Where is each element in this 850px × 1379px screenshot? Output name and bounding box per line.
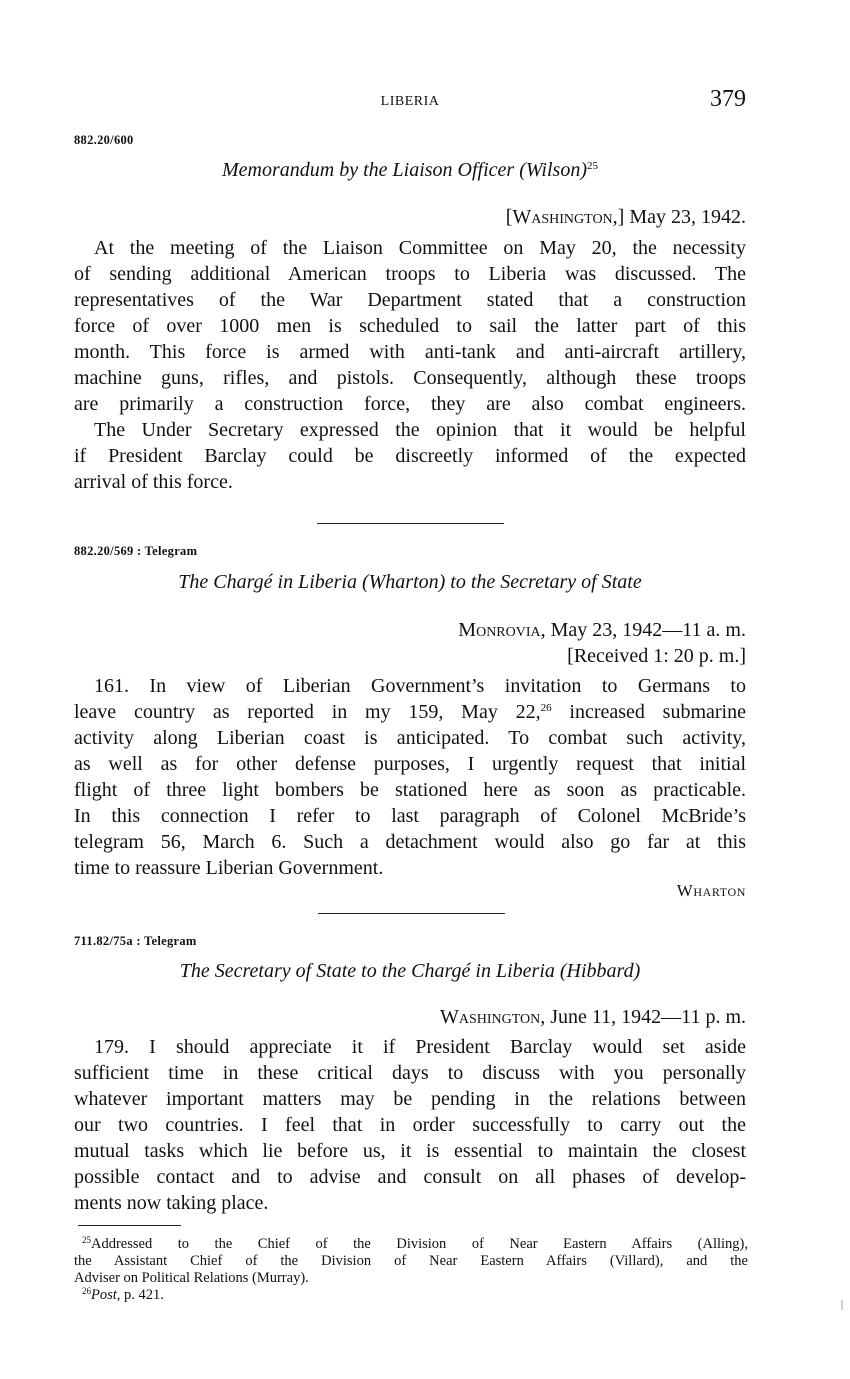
text-line: machine guns, rifles, and pistols. Consequently, although these troops (74, 367, 746, 389)
footnote-ref-26: 26 (540, 702, 552, 714)
document-title-1 (74, 159, 746, 182)
doc2-paragraph (74, 673, 746, 881)
text-line: telegram 56, March 6. Such a detachment would also go far at this (74, 831, 746, 853)
file-reference-2: 882.20/569 : Telegram (74, 544, 198, 558)
footnote-26-line (74, 1287, 748, 1304)
dateline-3-place: Washington, (439, 1006, 546, 1028)
text-line: arrival of this force. (74, 471, 233, 493)
text-line: force of over 1000 men is scheduled to sail the latter part of this (74, 315, 746, 337)
file-reference-1: 882.20/600 (74, 133, 134, 147)
document-title-2: The Chargé in Liberia (Wharton) to the Secretary of State (178, 571, 642, 593)
footnote-25-line: Adviser on Political Relations (Murray). (74, 1270, 309, 1286)
text-segment: increased submarine (551, 701, 746, 723)
signature-wharton: Wharton (676, 881, 746, 900)
dateline-1-date: May 23, 1942. (629, 206, 746, 228)
footnote-25-line: the Assistant Chief of the Division of Near Eastern Affairs (Villard), and the (74, 1253, 748, 1269)
text-line: if President Barclay could be discreetly informed of the expected (74, 445, 746, 467)
text-line: flight of three light bombers be stationed here as soon as practicable. (74, 779, 746, 801)
text-line: In this connection I refer to last paragraph of Colonel McBride’s (74, 805, 746, 827)
section-divider-1 (317, 523, 504, 524)
text-line: time to reassure Liberian Government. (74, 857, 384, 879)
scan-mark (841, 1300, 843, 1310)
received-note: [Received 1: 20 p. m.] (567, 645, 746, 667)
footnote-25-marker: 25 (82, 1235, 91, 1245)
footnotes (74, 1236, 748, 1304)
running-head (74, 86, 746, 116)
text-line: representatives of the War Department stated that a construction (74, 289, 746, 311)
text-line: are primarily a construction force, they are also combat engineers. (74, 393, 746, 415)
text-line: as well as for other defense purposes, I urgently request that initial (74, 753, 746, 775)
text-line: At the meeting of the Liaison Committee on May 20, the necessity (94, 237, 746, 259)
page-number: 379 (710, 86, 746, 112)
dateline-2 (74, 619, 746, 642)
text-line: possible contact and to advise and consult on all phases of develop- (74, 1166, 746, 1188)
dateline-2-date: May 23, 1942—11 a. m. (550, 619, 746, 641)
text-line: ments now taking place. (74, 1192, 269, 1214)
text-line: The Under Secretary expressed the opinion that it would be helpful (94, 419, 746, 441)
text-line: our two countries. I feel that in order successfully to carry out the (74, 1114, 746, 1136)
dateline-2-place: Monrovia, (458, 619, 546, 641)
footnote-25-line (74, 1236, 748, 1253)
document-title-3: The Secretary of State to the Chargé in Liberia (Hibbard) (179, 960, 641, 982)
dateline-1 (74, 206, 746, 229)
text-line: month. This force is armed with anti-tank and anti-aircraft artillery, (74, 341, 746, 363)
dateline-3-date: June 11, 1942—11 p. m. (550, 1006, 746, 1028)
section-divider-2 (318, 913, 505, 914)
text-line (74, 699, 746, 725)
footnote-25-text: Addressed to the Chief of the Division of Near Eastern Affairs (Alling), (91, 1236, 748, 1252)
text-line: 161. In view of Liberian Government’s invitation to Germans to (94, 675, 746, 697)
text-line: 179. I should appreciate it if President Barclay would set aside (94, 1036, 746, 1058)
doc1-paragraph-1 (74, 235, 746, 417)
footnote-26-italic: Post, (91, 1287, 121, 1303)
doc3-paragraph (74, 1034, 746, 1216)
running-title: LIBERIA (380, 94, 440, 109)
text-line: mutual tasks which lie before us, it is essential to maintain the closest (74, 1140, 746, 1162)
text-line: whatever important matters may be pending in the relations between (74, 1088, 746, 1110)
text-line: of sending additional American troops to Liberia was discussed. The (74, 263, 746, 285)
footnote-26-text: p. 421. (120, 1287, 164, 1303)
dateline-1-place: [Washington,] (505, 206, 625, 228)
dateline-3 (74, 1006, 746, 1029)
text-segment: leave country as reported in my 159, May 22, (74, 701, 541, 723)
doc1-paragraph-2 (74, 417, 746, 495)
document-title-1-text: Memorandum by the Liaison Officer (Wilson) (222, 159, 587, 181)
text-line: activity along Liberian coast is anticipated. To combat such activity, (74, 727, 746, 749)
footnote-26-marker: 26 (82, 1286, 91, 1296)
file-reference-3: 711.82/75a : Telegram (74, 934, 197, 948)
text-line: sufficient time in these critical days to discuss with you personally (74, 1062, 746, 1084)
footnote-separator (78, 1225, 181, 1226)
footnote-ref-25: 25 (586, 160, 598, 172)
